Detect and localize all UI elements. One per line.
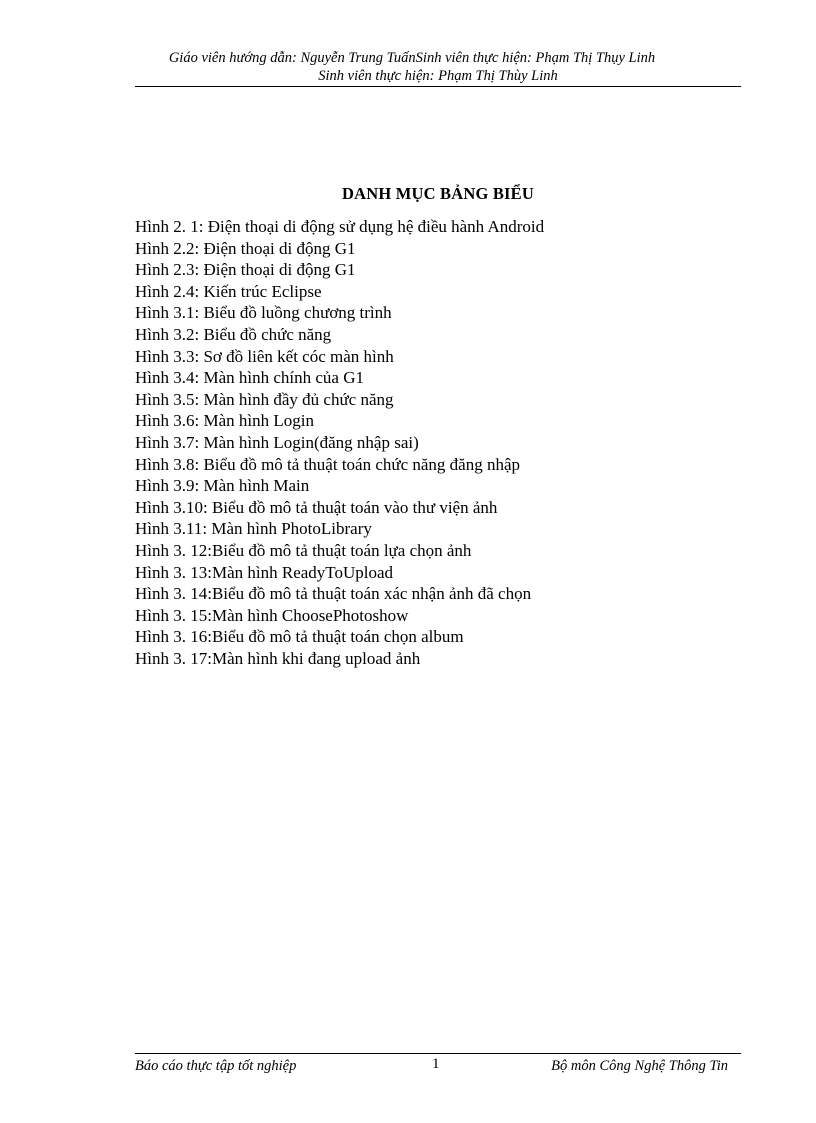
figure-list-item: Hình 3.7: Màn hình Login(đăng nhập sai)	[135, 432, 419, 452]
figure-list-item: Hình 3.10: Biểu đồ mô tả thuật toán vào thư viện ảnh	[135, 497, 498, 517]
figure-list-item: Hình 3.9: Màn hình Main	[135, 476, 310, 496]
footer-report-title: Báo cáo thực tập tốt nghiệp	[135, 1058, 297, 1074]
figure-list-item: Hình 2.3: Điện thoại di động G1	[135, 260, 356, 280]
figure-list-item: Hình 3.5: Màn hình đầy đủ chức năng	[135, 389, 394, 409]
figure-list-item: Hình 3. 12:Biểu đồ mô tả thuật toán lựa chọn ảnh	[135, 540, 472, 560]
page-title: DANH MỤC BẢNG BIỂU	[342, 184, 534, 203]
figure-list-item: Hình 3. 13:Màn hình ReadyToUpload	[135, 562, 394, 582]
figure-list-item: Hình 3. 14:Biểu đồ mô tả thuật toán xác nhận ảnh đã chọn	[135, 584, 532, 604]
figure-list-item: Hình 3.2: Biểu đồ chức năng	[135, 324, 332, 344]
figure-list-item: Hình 3. 16:Biểu đồ mô tả thuật toán chọn album	[135, 627, 464, 647]
figure-list-item: Hình 3.11: Màn hình PhotoLibrary	[135, 519, 372, 539]
figure-list-item: Hình 3.8: Biểu đồ mô tả thuật toán chức năng đăng nhập	[135, 454, 521, 474]
figure-list-item: Hình 3.3: Sơ đồ liên kết cóc màn hình	[135, 346, 394, 366]
figure-list-item: Hình 2. 1: Điện thoại di động sử dụng hệ điều hành Android	[135, 217, 545, 236]
figure-list-item: Hình 2.4: Kiến trúc Eclipse	[135, 281, 322, 301]
header-line-2: Sinh viên thực hiện: Phạm Thị Thùy Linh	[318, 68, 558, 84]
figure-list-item: Hình 3. 15:Màn hình ChoosePhotoshow	[135, 605, 409, 625]
figure-list-item: Hình 3.4: Màn hình chính của G1	[135, 368, 364, 388]
figure-list-item: Hình 3. 17:Màn hình khi đang upload ảnh	[135, 648, 421, 668]
figure-list	[135, 216, 544, 669]
page-header	[135, 49, 741, 87]
figure-list-item: Hình 2.2: Điện thoại di động G1	[135, 238, 356, 258]
page-footer	[135, 1053, 741, 1078]
figure-list-item: Hình 3.6: Màn hình Login	[135, 411, 314, 431]
header-line-1: Giáo viên hướng dẫn: Nguyễn Trung TuấnSinh viên thực hiện: Phạm Thị Thụy Linh	[168, 50, 656, 66]
page-number: 1	[432, 1056, 440, 1072]
figure-list-item: Hình 3.1: Biểu đồ luồng chương trình	[135, 303, 392, 323]
footer-department: Bộ môn Công Nghệ Thông Tin	[551, 1058, 728, 1074]
